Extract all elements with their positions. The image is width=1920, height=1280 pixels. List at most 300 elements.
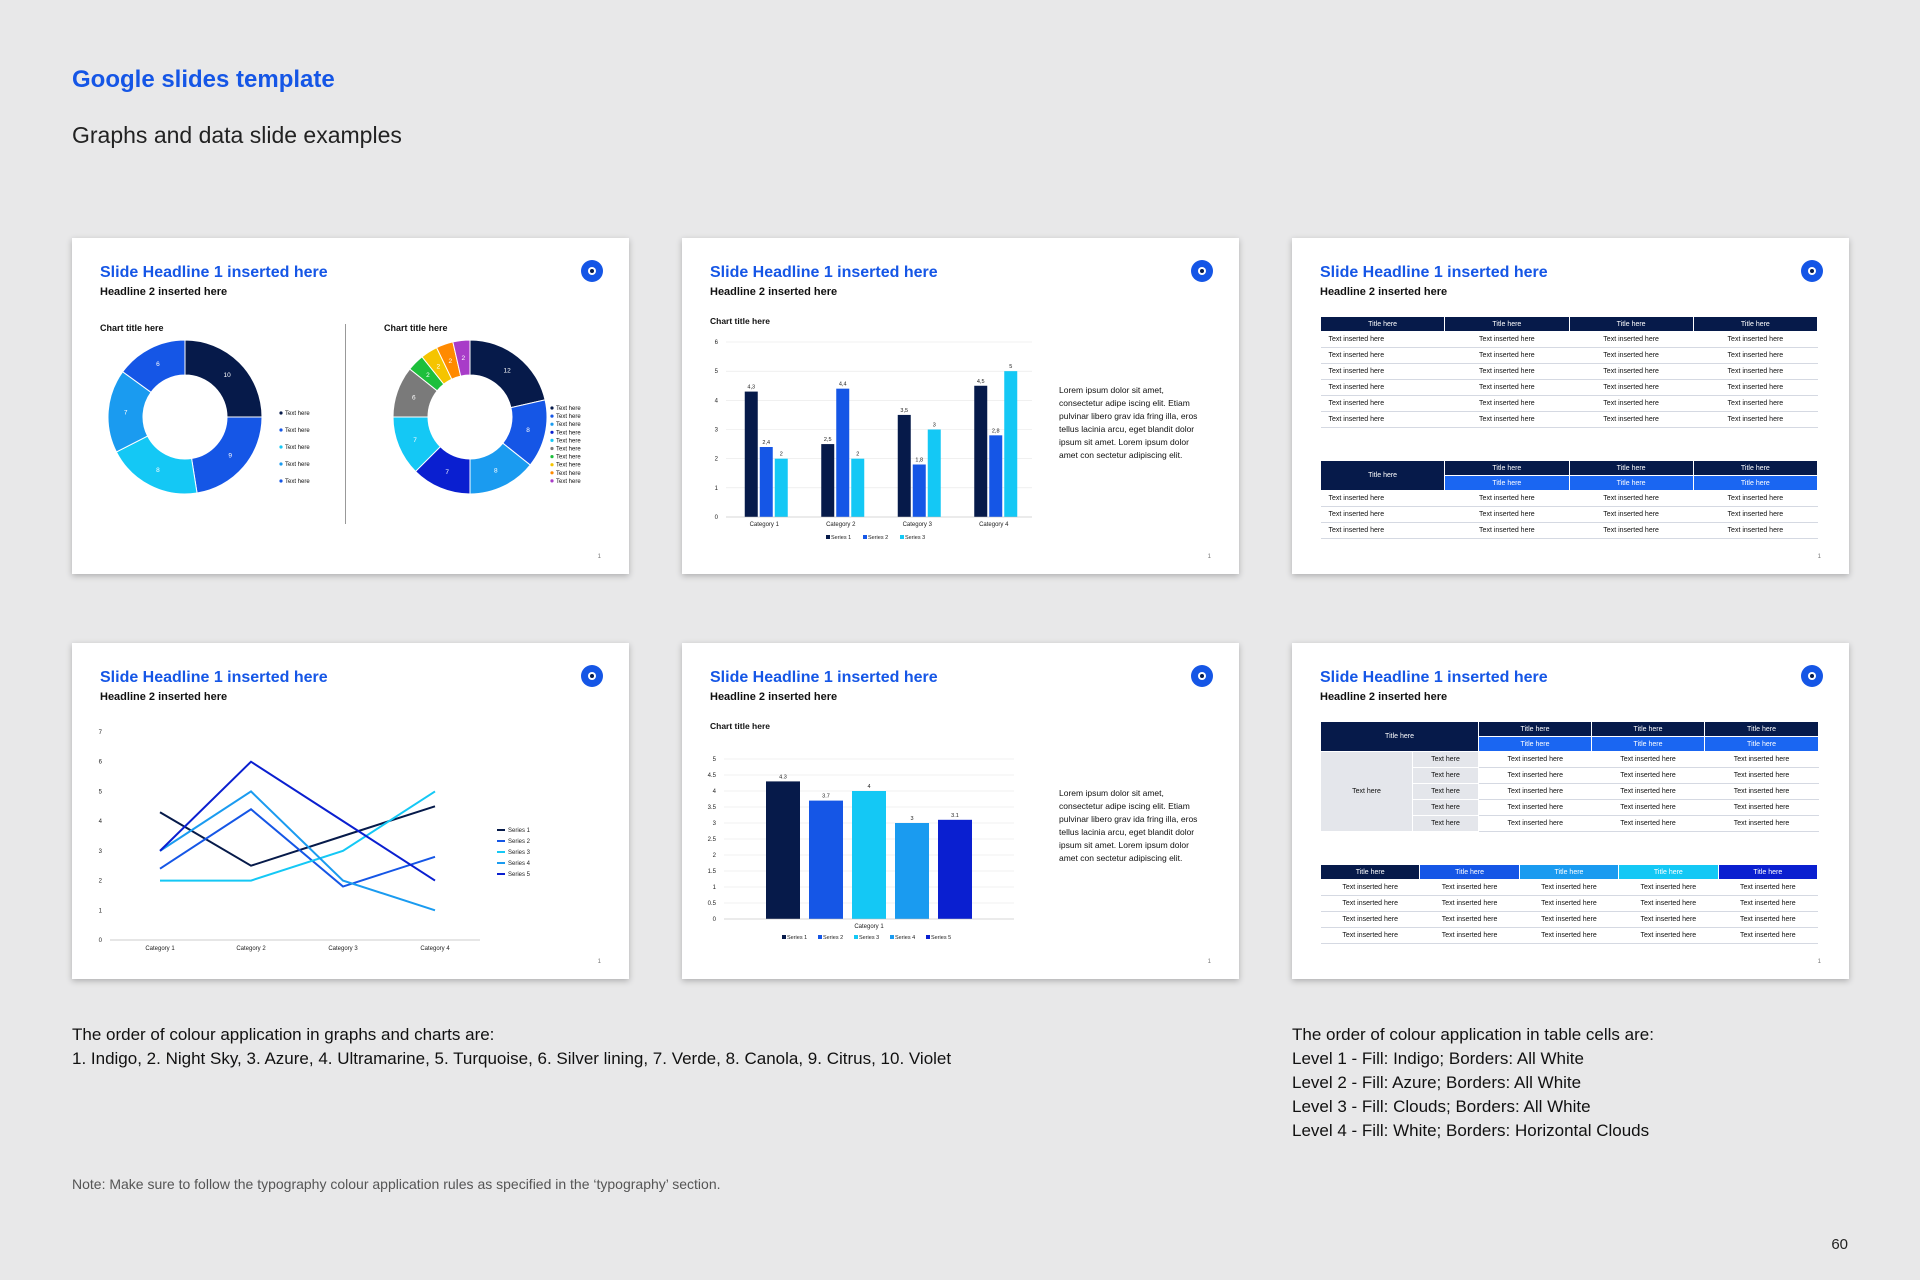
- bar: [895, 823, 929, 919]
- table-cell: Text inserted here: [1445, 491, 1569, 507]
- slide-headline-1: Slide Headline 1 inserted here: [710, 264, 938, 281]
- table-cell: Text inserted here: [1420, 912, 1519, 928]
- data-label: 3.1: [951, 812, 959, 819]
- table-header-cell: Title here: [1569, 476, 1693, 491]
- data-table: [1320, 721, 1819, 832]
- table-cell: Text inserted here: [1619, 928, 1718, 944]
- data-label: 2,8: [991, 428, 1000, 435]
- slide-tables[interactable]: [1292, 238, 1849, 574]
- table-cell: Text inserted here: [1693, 523, 1817, 539]
- table-cell: Text inserted here: [1693, 332, 1817, 348]
- table-cell: Text inserted here: [1705, 768, 1819, 784]
- table-cell: Text inserted here: [1619, 896, 1718, 912]
- table-header-cell: Title here: [1321, 865, 1420, 880]
- table-cell: Text inserted here: [1693, 396, 1817, 412]
- table-header-cell: Title here: [1693, 461, 1817, 476]
- table-cell: Text inserted here: [1519, 928, 1618, 944]
- legend-label: Series 4: [508, 861, 531, 867]
- y-tick-label: 2: [714, 456, 718, 463]
- y-tick-label: 4: [712, 789, 716, 795]
- legend-label: Text here: [556, 462, 581, 469]
- bar: [836, 389, 849, 517]
- table-row: [1321, 364, 1818, 380]
- legend-swatch: [926, 935, 930, 939]
- table-header-cell: Title here: [1479, 737, 1592, 752]
- page-subtitle: Graphs and data slide examples: [72, 122, 402, 148]
- tables-colour-note: [1292, 1023, 1654, 1143]
- table-header-cell: Title here: [1705, 722, 1819, 737]
- y-tick-label: 3.5: [707, 805, 716, 811]
- table-cell: Text inserted here: [1519, 880, 1618, 896]
- table-row: [1321, 332, 1818, 348]
- table-cell: Text inserted here: [1569, 348, 1693, 364]
- body-text: Lorem ipsum dolor sit amet, consectetur adipe iscing elit. Etiam pulvinar libero grav ida fring illa, eros tellus lacinia arcu, eget blandit dolor ipsum sit amet. Lorem ipsum dolor amet con sectetur adipiscing elit.: [1059, 788, 1198, 863]
- table-cell: Text here: [1413, 816, 1479, 832]
- table-cell: Text inserted here: [1569, 364, 1693, 380]
- table-cell: Text here: [1321, 752, 1413, 832]
- legend-swatch: [550, 455, 553, 458]
- table-cell: Text inserted here: [1321, 928, 1420, 944]
- table-row: [1321, 396, 1818, 412]
- slide-headline-2: Headline 2 inserted here: [100, 691, 228, 703]
- legend-swatch: [550, 406, 553, 409]
- legend-label: Series 2: [823, 935, 844, 941]
- tables-note-level: Level 3 - Fill: Clouds; Borders: All White: [1292, 1097, 1591, 1116]
- x-tick-label: Category 1: [145, 946, 175, 952]
- table-row: [1321, 928, 1818, 944]
- data-label: 8: [494, 467, 498, 475]
- donut-slice: [192, 417, 262, 493]
- table-cell: Text inserted here: [1718, 896, 1817, 912]
- data-label: 4,5: [976, 378, 985, 385]
- table-header-cell: Title here: [1519, 865, 1618, 880]
- bar: [775, 459, 788, 517]
- y-tick-label: 4: [714, 398, 718, 405]
- table-header-cell: Title here: [1592, 737, 1705, 752]
- table-header-cell: Title here: [1321, 722, 1479, 752]
- table-cell: Text inserted here: [1569, 507, 1693, 523]
- legend-label: Text here: [556, 430, 581, 437]
- y-tick-label: 3: [98, 848, 102, 855]
- bar: [974, 386, 987, 517]
- table-cell: Text inserted here: [1321, 364, 1445, 380]
- legend-label: Series 5: [931, 935, 952, 941]
- table-row: [1321, 912, 1818, 928]
- legend-swatch: [826, 535, 830, 539]
- legend-label: Text here: [556, 478, 581, 485]
- table-cell: Text inserted here: [1445, 348, 1569, 364]
- table-header-cell: Title here: [1420, 865, 1519, 880]
- legend-label: Series 2: [508, 839, 531, 845]
- table-cell: Text inserted here: [1569, 491, 1693, 507]
- data-label: 2: [436, 363, 441, 371]
- y-tick-label: 6: [714, 340, 718, 346]
- data-label: 12: [503, 367, 511, 375]
- body-text: Lorem ipsum dolor sit amet, consectetur adipe iscing elit. Etiam pulvinar libero grav ida fring illa, eros tellus lacinia arcu, eget blandit dolor ipsum sit amet. Lorem ipsum dolor amet con sectetur adipiscing elit.: [1059, 385, 1198, 460]
- series-line: [160, 762, 435, 881]
- legend-label: Series 3: [508, 850, 531, 856]
- table-cell: Text inserted here: [1718, 928, 1817, 944]
- table-cell: Text inserted here: [1479, 768, 1592, 784]
- data-label: 7: [445, 468, 450, 476]
- slide-headline-2: Headline 2 inserted here: [1320, 286, 1448, 298]
- tables-note-heading: The order of colour application in table cells are:: [1292, 1025, 1654, 1044]
- bar: [745, 392, 758, 517]
- y-tick-label: 7: [98, 730, 102, 736]
- table-header-cell: Title here: [1445, 317, 1569, 332]
- data-label: 8: [156, 467, 160, 475]
- bar: [851, 459, 864, 517]
- bar: [913, 465, 926, 518]
- table-cell: Text here: [1413, 784, 1479, 800]
- legend-label: Text here: [285, 445, 310, 451]
- data-label: 4,4: [838, 381, 847, 388]
- slide-donut-charts[interactable]: [72, 238, 629, 574]
- table-cell: Text inserted here: [1592, 752, 1705, 768]
- bar: [938, 820, 972, 919]
- bar: [928, 430, 941, 518]
- legend-swatch: [550, 415, 553, 418]
- legend-swatch: [818, 935, 822, 939]
- legend-label: Series 3: [859, 935, 880, 941]
- slide-headline-1: Slide Headline 1 inserted here: [100, 669, 328, 686]
- table-cell: Text here: [1413, 752, 1479, 768]
- y-tick-label: 2: [712, 853, 716, 859]
- data-label: 5: [1009, 364, 1013, 371]
- legend-label: Text here: [285, 462, 310, 468]
- brand-logo-icon: [1801, 260, 1823, 282]
- table-cell: Text inserted here: [1592, 816, 1705, 832]
- data-label: 2: [426, 371, 430, 379]
- y-tick-label: 1: [98, 908, 102, 915]
- table-cell: Text inserted here: [1479, 816, 1592, 832]
- x-tick-label: Category 4: [979, 522, 1009, 528]
- table-cell: Text inserted here: [1569, 523, 1693, 539]
- table-cell: Text inserted here: [1420, 880, 1519, 896]
- y-tick-label: 2: [98, 878, 102, 885]
- table-row: [1321, 507, 1818, 523]
- slide-headline-1: Slide Headline 1 inserted here: [710, 669, 938, 686]
- legend-label: Text here: [556, 414, 581, 421]
- y-tick-label: 1: [712, 885, 716, 891]
- table-row: [1321, 317, 1818, 332]
- data-label: 7: [123, 409, 128, 417]
- bar: [898, 415, 911, 517]
- table-cell: Text inserted here: [1519, 912, 1618, 928]
- x-tick-label: Category 4: [420, 946, 450, 952]
- legend-label: Series 3: [905, 535, 926, 541]
- table-header-cell: Title here: [1592, 722, 1705, 737]
- legend-label: Text here: [285, 428, 310, 434]
- y-tick-label: 6: [98, 759, 102, 766]
- table-header-cell: Title here: [1693, 476, 1817, 491]
- legend-swatch: [890, 935, 894, 939]
- table-cell: Text inserted here: [1445, 332, 1569, 348]
- table-cell: Text here: [1413, 800, 1479, 816]
- table-cell: Text inserted here: [1445, 507, 1569, 523]
- slide-bar-chart[interactable]: [682, 238, 1239, 574]
- table-header-cell: Title here: [1321, 461, 1445, 491]
- data-label: 2,5: [823, 437, 832, 444]
- table-cell: Text inserted here: [1445, 380, 1569, 396]
- table-cell: Text inserted here: [1321, 380, 1445, 396]
- data-label: 3.7: [822, 793, 830, 800]
- table-cell: Text inserted here: [1445, 364, 1569, 380]
- legend-label: Text here: [285, 411, 310, 417]
- legend-swatch: [900, 535, 904, 539]
- tables-note-level: Level 2 - Fill: Azure; Borders: All White: [1292, 1073, 1582, 1092]
- legend-swatch: [863, 535, 867, 539]
- table-cell: Text inserted here: [1479, 784, 1592, 800]
- data-label: 7: [413, 436, 417, 444]
- table-cell: Text inserted here: [1321, 880, 1420, 896]
- table-row: [1321, 461, 1818, 476]
- legend-swatch: [550, 439, 553, 442]
- x-tick-label: Category 2: [826, 522, 856, 528]
- y-tick-label: 4: [98, 819, 102, 826]
- table-row: [1321, 380, 1818, 396]
- data-label: 4.3: [779, 774, 787, 781]
- table-header-cell: Title here: [1445, 476, 1569, 491]
- x-tick-label: Category 3: [328, 946, 358, 952]
- y-tick-label: 1: [714, 485, 718, 492]
- table-cell: Text inserted here: [1321, 412, 1445, 428]
- slide-number: 1: [597, 959, 601, 965]
- legend-swatch: [279, 445, 282, 448]
- tables-note-level: Level 1 - Fill: Indigo; Borders: All White: [1292, 1049, 1584, 1068]
- table-cell: Text inserted here: [1693, 412, 1817, 428]
- legend-label: Series 1: [787, 935, 808, 941]
- brand-logo-icon: [1801, 665, 1823, 687]
- data-label: 8: [526, 427, 530, 435]
- legend-label: Text here: [556, 470, 581, 477]
- data-label: 3: [910, 816, 914, 822]
- table-cell: Text here: [1413, 768, 1479, 784]
- x-tick-label: Category 1: [854, 924, 884, 930]
- legend-label: Text here: [556, 438, 581, 445]
- table-cell: Text inserted here: [1718, 912, 1817, 928]
- table-header-cell: Title here: [1321, 317, 1445, 332]
- slide-line-chart[interactable]: [72, 643, 629, 979]
- series-line: [160, 809, 435, 886]
- table-cell: Text inserted here: [1718, 880, 1817, 896]
- legend-swatch: [550, 431, 553, 434]
- table-cell: Text inserted here: [1321, 348, 1445, 364]
- table-row: [1321, 896, 1818, 912]
- data-label: 3,5: [900, 407, 909, 414]
- legend-swatch: [550, 479, 553, 482]
- x-tick-label: Category 1: [749, 522, 779, 528]
- slide-headline-1: Slide Headline 1 inserted here: [1320, 669, 1548, 686]
- data-table: [1320, 864, 1818, 944]
- table-cell: Text inserted here: [1569, 380, 1693, 396]
- y-tick-label: 0: [714, 515, 718, 521]
- table-cell: Text inserted here: [1479, 752, 1592, 768]
- legend-swatch: [550, 447, 553, 450]
- legend-swatch: [279, 411, 282, 414]
- chart-title: Chart title here: [710, 316, 770, 326]
- y-tick-label: 3: [714, 427, 718, 434]
- charts-colour-note: [72, 1023, 951, 1071]
- page-title: Google slides template: [72, 66, 335, 93]
- legend-label: Series 4: [895, 935, 916, 941]
- slide-headline-2: Headline 2 inserted here: [710, 286, 838, 298]
- table-row: [1321, 865, 1818, 880]
- data-label: 1,8: [915, 457, 924, 464]
- page-number: 60: [1831, 1236, 1848, 1253]
- table-header-cell: Title here: [1718, 865, 1817, 880]
- slide-number: 1: [597, 554, 601, 560]
- donut-chart-1: [72, 238, 629, 574]
- slide-bar-chart-2[interactable]: [682, 643, 1239, 979]
- table-header-cell: Title here: [1705, 737, 1819, 752]
- data-label: 2: [856, 451, 860, 458]
- table-cell: Text inserted here: [1420, 896, 1519, 912]
- legend-swatch: [782, 935, 786, 939]
- bar: [989, 435, 1002, 517]
- x-tick-label: Category 2: [236, 946, 266, 952]
- table-cell: Text inserted here: [1321, 523, 1445, 539]
- footnote: Note: Make sure to follow the typography colour application rules as specified in the ‘typography’ section.: [72, 1176, 721, 1192]
- data-label: 2,4: [762, 440, 771, 446]
- table-cell: Text inserted here: [1420, 928, 1519, 944]
- legend-label: Text here: [556, 422, 581, 429]
- table-header-cell: Title here: [1569, 461, 1693, 476]
- data-label: 3: [932, 422, 936, 429]
- data-label: 2: [448, 357, 453, 365]
- table-cell: Text inserted here: [1705, 784, 1819, 800]
- y-tick-label: 5: [98, 789, 102, 796]
- table-cell: Text inserted here: [1693, 364, 1817, 380]
- y-tick-label: 3: [712, 821, 716, 827]
- data-label: 6: [156, 360, 160, 368]
- table-row: [1321, 722, 1819, 737]
- legend-label: Text here: [556, 454, 581, 461]
- table-cell: Text inserted here: [1321, 332, 1445, 348]
- data-label: 4,3: [747, 384, 756, 391]
- table-cell: Text inserted here: [1705, 752, 1819, 768]
- table-cell: Text inserted here: [1693, 491, 1817, 507]
- table-cell: Text inserted here: [1519, 896, 1618, 912]
- slide-number: 1: [1817, 554, 1821, 560]
- table-cell: Text inserted here: [1321, 507, 1445, 523]
- table-cell: Text inserted here: [1705, 816, 1819, 832]
- table-cell: Text inserted here: [1592, 784, 1705, 800]
- table-cell: Text inserted here: [1321, 912, 1420, 928]
- legend-label: Series 2: [868, 535, 889, 541]
- table-row: [1321, 880, 1818, 896]
- line-chart: [72, 643, 629, 979]
- table-cell: Text inserted here: [1592, 800, 1705, 816]
- x-tick-label: Category 3: [902, 522, 932, 528]
- table-cell: Text inserted here: [1693, 380, 1817, 396]
- y-tick-label: 5: [712, 757, 716, 763]
- legend-swatch: [279, 479, 282, 482]
- chart-title: Chart title here: [710, 721, 770, 731]
- charts-note-heading: The order of colour application in graphs and charts are:: [72, 1025, 495, 1044]
- bar: [852, 791, 886, 919]
- table-row: [1321, 491, 1818, 507]
- legend-swatch: [550, 471, 553, 474]
- slide-headline-1: Slide Headline 1 inserted here: [100, 264, 328, 281]
- table-cell: Text inserted here: [1445, 523, 1569, 539]
- y-tick-label: 4.5: [707, 773, 716, 779]
- slide-headline-2: Headline 2 inserted here: [1320, 691, 1448, 703]
- legend-label: Text here: [556, 406, 581, 412]
- table-cell: Text inserted here: [1321, 896, 1420, 912]
- table-cell: Text inserted here: [1619, 880, 1718, 896]
- table-cell: Text inserted here: [1321, 396, 1445, 412]
- table-header-cell: Title here: [1479, 722, 1592, 737]
- bar: [766, 781, 800, 919]
- table-header-cell: Title here: [1445, 461, 1569, 476]
- slide-headline-1: Slide Headline 1 inserted here: [1320, 264, 1548, 281]
- table-cell: Text inserted here: [1569, 396, 1693, 412]
- legend-swatch: [550, 463, 553, 466]
- y-tick-label: 0: [98, 938, 102, 944]
- table-cell: Text inserted here: [1569, 412, 1693, 428]
- table-cell: Text inserted here: [1592, 768, 1705, 784]
- table-header-cell: Title here: [1569, 317, 1693, 332]
- slide-number: 1: [1207, 554, 1211, 560]
- data-label: 10: [223, 371, 231, 379]
- legend-swatch: [550, 423, 553, 426]
- slide-number: 1: [1817, 959, 1821, 965]
- table-cell: Text inserted here: [1445, 412, 1569, 428]
- y-tick-label: 1.5: [707, 869, 716, 875]
- data-label: 4: [867, 784, 871, 790]
- data-label: 2: [461, 354, 466, 362]
- table-header-cell: Title here: [1619, 865, 1718, 880]
- table-cell: Text inserted here: [1619, 912, 1718, 928]
- legend-swatch: [279, 428, 282, 431]
- chart-title: Chart title here: [384, 323, 448, 333]
- legend-swatch: [279, 462, 282, 465]
- table-cell: Text inserted here: [1693, 507, 1817, 523]
- table-row: [1321, 412, 1818, 428]
- y-tick-label: 2.5: [707, 837, 716, 843]
- legend-label: Series 5: [508, 872, 531, 878]
- legend-swatch: [854, 935, 858, 939]
- legend-label: Series 1: [508, 828, 531, 834]
- data-label: 6: [412, 394, 416, 402]
- y-tick-label: 5: [714, 369, 718, 376]
- table-cell: Text inserted here: [1705, 800, 1819, 816]
- legend-label: Text here: [556, 446, 581, 453]
- table-row: [1321, 348, 1818, 364]
- y-tick-label: 0.5: [707, 901, 716, 907]
- bar: [1004, 371, 1017, 517]
- table-cell: Text inserted here: [1321, 491, 1445, 507]
- slide-headline-2: Headline 2 inserted here: [710, 691, 838, 703]
- table-cell: Text inserted here: [1445, 396, 1569, 412]
- data-label: 2: [779, 451, 783, 458]
- tables-note-level: Level 4 - Fill: White; Borders: Horizontal Clouds: [1292, 1121, 1650, 1140]
- table-cell: Text inserted here: [1569, 332, 1693, 348]
- table-row: [1321, 752, 1819, 768]
- slide-tables-2[interactable]: [1292, 643, 1849, 979]
- data-table: [1320, 460, 1818, 539]
- bar: [760, 447, 773, 517]
- legend-label: Text here: [285, 479, 310, 485]
- table-cell: Text inserted here: [1479, 800, 1592, 816]
- bar: [821, 444, 834, 517]
- slide-number: 1: [1207, 959, 1211, 965]
- table-row: [1321, 523, 1818, 539]
- charts-note-list: 1. Indigo, 2. Night Sky, 3. Azure, 4. Ultramarine, 5. Turquoise, 6. Silver lining, 7. Verde, 8. Canola, 9. Citrus, 10. Violet: [72, 1049, 952, 1068]
- table-header-cell: Title here: [1693, 317, 1817, 332]
- data-table: [1320, 316, 1818, 428]
